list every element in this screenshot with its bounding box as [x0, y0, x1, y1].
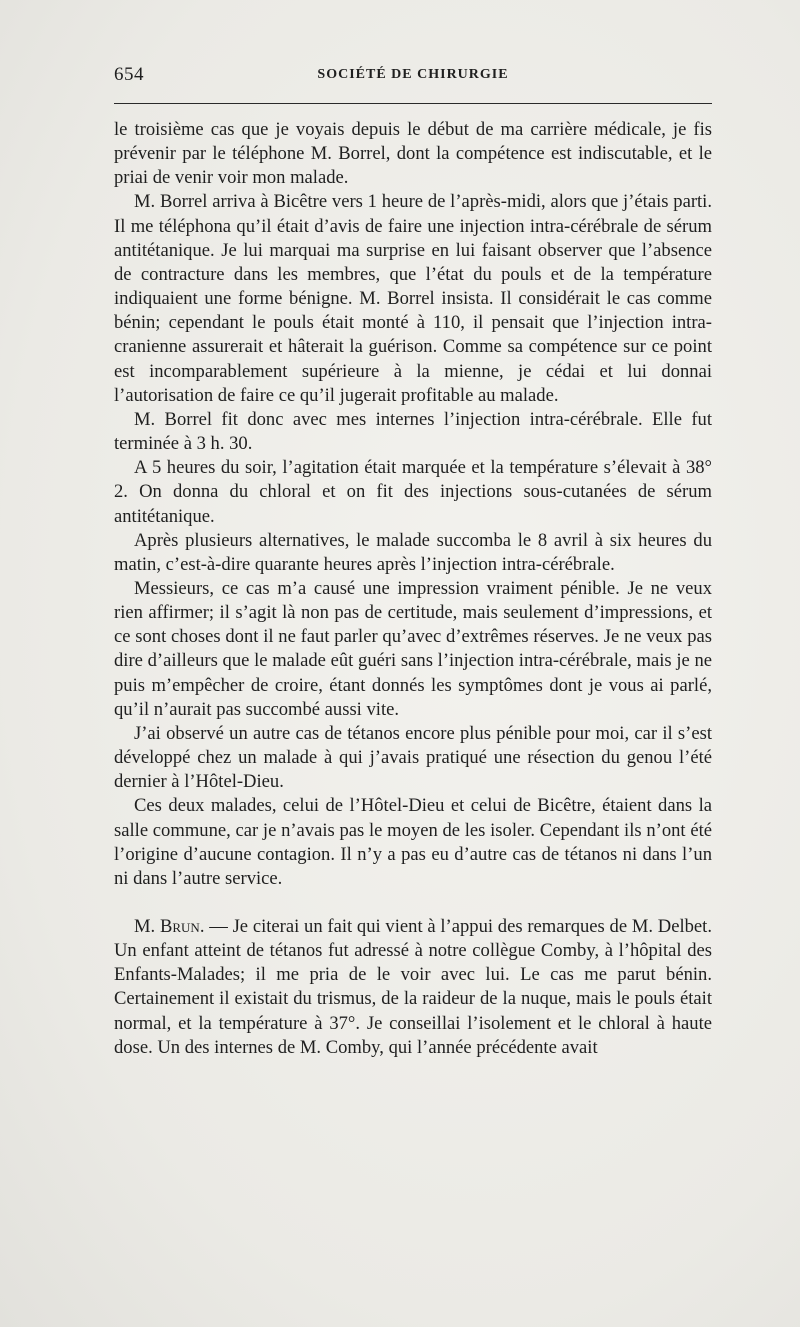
- brun-text: . — Je citerai un fait qui vient à l’appui des remarques de M. Delbet. Un enfant atteint de tétanos fut adressé à notre collègue Comby, à l’hôpital des Enfants-Malades; il me pria de le voir avec lui. Le cas me parut bénin. Certainement il existait du trismus, de la raideur de la nuque, mais le pouls était normal, et la température à 37°. Je conseillai l’isolement et le chloral à haute dose. Un des internes de M. Comby, qui l’année précédente avait: [114, 916, 712, 1058]
- page-number: 654: [114, 64, 144, 85]
- paragraph-4: A 5 heures du soir, l’agitation était marquée et la température s’élevait à 38° 2. On donna du chloral et on fit des injections sous-cutanées de sérum antitétanique.: [114, 457, 712, 527]
- paragraph-6: Messieurs, ce cas m’a causé une impression vraiment pénible. Je ne veux rien affirmer; il s’agit là non pas de certitude, mais seulement d’impressions, et ce sont choses dont il ne faut parler qu’avec d’extrêmes réserves. Je ne veux pas dire d’ailleurs que le malade eût guéri sans l’injection intra-cérébrale, mais je ne puis m’empêcher de croire, étant donnés les symptômes dont je vous ai parlé, qu’il n’aurait pas succombé aussi vite.: [114, 577, 712, 720]
- page-header: [114, 62, 712, 92]
- body-text: [114, 118, 712, 1060]
- paragraph-1: le troisième cas que je voyais depuis le début de ma carrière médicale, je fis prévenir par le téléphone M. Borrel, dont la compétence est indiscutable, et le priai de venir voir mon malade.: [114, 119, 712, 189]
- header-rule: [114, 103, 712, 104]
- paragraph-7: J’ai observé un autre cas de tétanos encore plus pénible pour moi, car il s’est développé chez un malade à qui j’avais pratiqué une résection du genou l’été dernier à l’Hôtel-Dieu.: [114, 722, 712, 793]
- brun-paragraph: [114, 915, 712, 1060]
- paragraph-2: M. Borrel arriva à Bicêtre vers 1 heure de l’après-midi, alors que j’étais parti. Il me téléphona qu’il était d’avis de faire une injection intra-cérébrale de sérum antitétanique. Je lui marquai ma surprise en lui faisant observer que l’absence de contracture dans les membres, que l’état du pouls et de la température indiquaient une forme bénigne. M. Borrel insista. Il considérait le cas comme bénin; cependant le pouls était monté à 110, il pensait que l’injection intra-cranienne assurerait et hâterait la guérison. Comme sa compétence sur ce point est incomparablement supérieure à la mienne, je cédai et lui donnai l’autorisation de faire ce qu’il jugerait profitable au malade.: [114, 191, 712, 406]
- paragraph-3: M. Borrel fit donc avec mes internes l’injection intra-cérébrale. Elle fut terminée à 3 h. 30.: [114, 408, 712, 455]
- paragraph-5: Après plusieurs alternatives, le malade succomba le 8 avril à six heures du matin, c’est-à-dire quarante heures après l’injection intra-cérébrale.: [114, 529, 712, 575]
- paragraph-8: Ces deux malades, celui de l’Hôtel-Dieu et celui de Bicêtre, étaient dans la salle commune, car je n’avais pas le moyen de les isoler. Cependant ils n’ont été l’origine d’aucune contagion. Il n’y a pas eu d’autre cas de tétanos ni dans l’un ni dans l’autre service.: [114, 795, 712, 889]
- speaker-prefix: M.: [134, 916, 156, 937]
- speaker-name: Brun: [159, 916, 200, 937]
- running-head: SOCIÉTÉ DE CHIRURGIE: [317, 67, 509, 82]
